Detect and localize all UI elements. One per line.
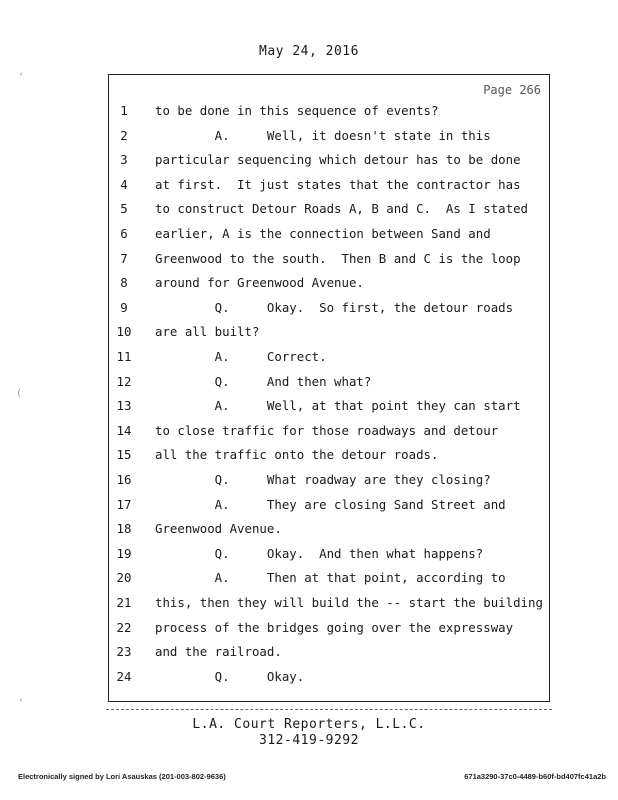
transcript-line (109, 150, 549, 170)
page-number: Page 266 (483, 83, 541, 97)
line-text: A. Then at that point, according to (155, 570, 506, 586)
line-text: Greenwood Avenue. (155, 521, 282, 537)
transcript-line (109, 667, 549, 687)
line-number: 13 (116, 398, 132, 414)
line-number: 15 (116, 447, 132, 463)
transcript-line (109, 519, 549, 539)
line-text: this, then they will build the -- start the building (155, 595, 543, 610)
transcript-line (109, 396, 549, 416)
line-number: 5 (120, 201, 128, 217)
line-number: 11 (116, 349, 132, 364)
line-text: Q. Okay. So first, the detour roads (155, 299, 514, 315)
line-text: particular sequencing which detour has to be done (155, 152, 521, 168)
line-text: A. Well, at that point they can start (155, 398, 521, 414)
transcript-line (109, 347, 549, 367)
transcript-line (109, 495, 549, 515)
line-number: 3 (120, 152, 128, 168)
transcript-line (109, 175, 549, 195)
transcript-line (109, 568, 549, 588)
line-number: 2 (120, 127, 128, 143)
line-number: 18 (116, 521, 132, 537)
transcript-line (109, 544, 549, 564)
line-text: at first. It just states that the contractor has (155, 176, 521, 192)
transcript-line (109, 593, 549, 613)
transcript-line (109, 470, 549, 490)
line-number: 8 (120, 275, 128, 291)
margin-mark: ( (16, 388, 23, 399)
line-number: 12 (116, 373, 132, 389)
line-text: are all built? (155, 324, 260, 340)
margin-mark: ‘ (18, 698, 25, 709)
header-date: May 24, 2016 (259, 44, 359, 59)
line-text: A. Well, it doesn't state in this (155, 127, 491, 143)
line-text: Q. What roadway are they closing? (155, 472, 491, 487)
margin-mark: ‘ (18, 72, 25, 83)
line-number: 22 (116, 619, 132, 635)
line-number: 14 (116, 422, 132, 438)
line-text: Greenwood to the south. Then B and C is the loop (155, 250, 521, 266)
transcript-line (109, 322, 549, 342)
document-id: 671a3290-37c0-4489-b60f-bd407fc41a2b (464, 772, 606, 781)
transcript-line (109, 273, 549, 293)
line-text: Q. And then what? (155, 373, 372, 389)
transcript-line (109, 298, 549, 318)
line-text: Q. Okay. And then what happens? (155, 545, 484, 561)
line-text: to be done in this sequence of events? (155, 103, 439, 118)
line-text: to close traffic for those roadways and detour (155, 422, 499, 438)
line-text: and the railroad. (155, 644, 282, 660)
line-text: around for Greenwood Avenue. (155, 275, 364, 291)
frame-bottom-edge (106, 702, 552, 710)
transcript-line (109, 372, 549, 392)
line-number: 16 (116, 472, 132, 487)
line-number: 17 (116, 496, 132, 512)
transcript-line (109, 101, 549, 121)
transcript-line (109, 126, 549, 146)
transcript-line (109, 618, 549, 638)
transcript-line (109, 642, 549, 662)
line-text: process of the bridges going over the expressway (155, 619, 514, 635)
line-text: to construct Detour Roads A, B and C. As I stated (155, 201, 528, 217)
line-number: 23 (116, 644, 132, 660)
transcript-line (109, 249, 549, 269)
transcript-line (109, 224, 549, 244)
line-number: 4 (120, 176, 128, 192)
line-number: 10 (116, 324, 132, 340)
line-number: 6 (120, 226, 128, 241)
line-text: earlier, A is the connection between Sand and (155, 226, 491, 241)
line-number: 1 (120, 103, 128, 118)
line-text: Q. Okay. (155, 668, 305, 684)
line-number: 19 (116, 545, 132, 561)
line-text: A. Correct. (155, 349, 327, 364)
footer-phone: 312-419-9292 (259, 733, 359, 748)
line-number: 20 (116, 570, 132, 586)
transcript-line (109, 199, 549, 219)
transcript-frame (108, 74, 550, 702)
transcript-line (109, 421, 549, 441)
line-number: 21 (116, 595, 132, 610)
line-text: A. They are closing Sand Street and (155, 496, 506, 512)
line-number: 9 (120, 299, 128, 315)
footer-company: L.A. Court Reporters, L.L.C. (192, 717, 426, 732)
transcript-line (109, 445, 549, 465)
line-text: all the traffic onto the detour roads. (155, 447, 439, 463)
esignature-note: Electronically signed by Lori Asauskas (201-003-802-9636) (18, 772, 226, 781)
line-number: 24 (116, 668, 132, 684)
line-number: 7 (120, 250, 128, 266)
